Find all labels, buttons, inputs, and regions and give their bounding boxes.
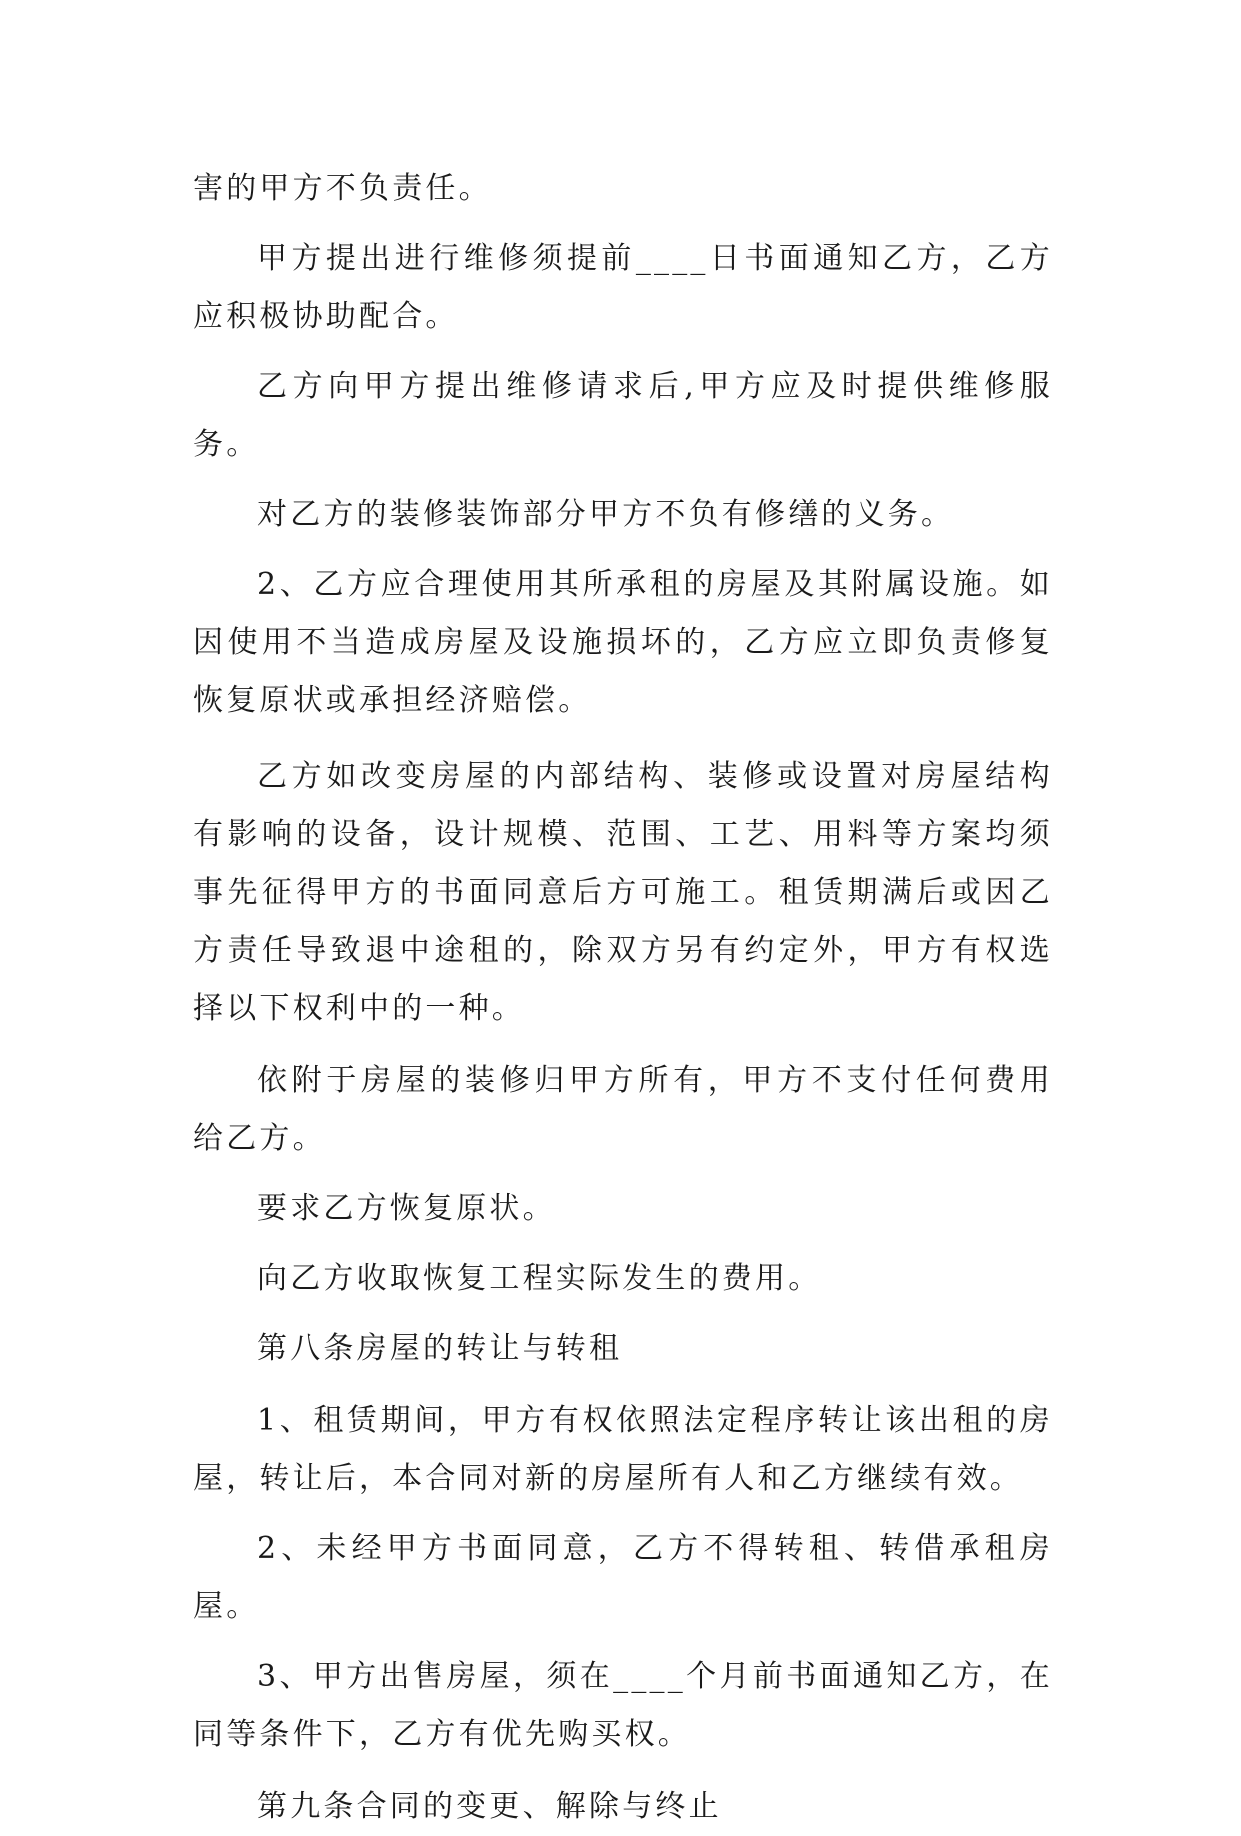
document-body [193, 160, 1053, 1836]
paragraph-structure-change: 乙方如改变房屋的内部结构、装修或设置对房屋结构有影响的设备，设计规模、范围、工艺、用料等方案均须事先征得甲方的书面同意后方可施工。租赁期满后或因乙方责任导致退中途租的，除双方另有约定外，甲方有权选择以下权利中的一种。 [193, 759, 1053, 1026]
paragraph-clause-2-use: 2、乙方应合理使用其所承租的房屋及其附属设施。如因使用不当造成房屋及设施损坏的，乙方应立即负责修复恢复原状或承担经济赔偿。 [193, 567, 1053, 718]
paragraph-clause-2-sublet: 2、未经甲方书面同意，乙方不得转租、转借承租房屋。 [193, 1531, 1053, 1624]
paragraph-option-decoration: 依附于房屋的装修归甲方所有，甲方不支付任何费用给乙方。 [193, 1063, 1053, 1156]
paragraph-clause-3-sale: 3、甲方出售房屋，须在____个月前书面通知乙方，在同等条件下，乙方有优先购买权。 [193, 1659, 1053, 1752]
paragraph-decoration-duty: 对乙方的装修装饰部分甲方不负有修缮的义务。 [257, 497, 955, 532]
section-heading-article-8: 第八条房屋的转让与转租 [257, 1331, 623, 1366]
paragraph-clause-1-transfer: 1、租赁期间，甲方有权依照法定程序转让该出租的房屋，转让后，本合同对新的房屋所有人和乙方继续有效。 [193, 1403, 1053, 1496]
paragraph-option-fee: 向乙方收取恢复工程实际发生的费用。 [257, 1261, 822, 1296]
paragraph-repair-notice: 甲方提出进行维修须提前____日书面通知乙方，乙方应积极协助配合。 [193, 241, 1053, 334]
paragraph-repair-request: 乙方向甲方提出维修请求后,甲方应及时提供维修服务。 [193, 369, 1053, 462]
paragraph-option-restore: 要求乙方恢复原状。 [257, 1191, 556, 1226]
section-heading-article-9: 第九条合同的变更、解除与终止 [257, 1789, 722, 1824]
paragraph-continuation: 害的甲方不负责任。 [193, 171, 492, 206]
